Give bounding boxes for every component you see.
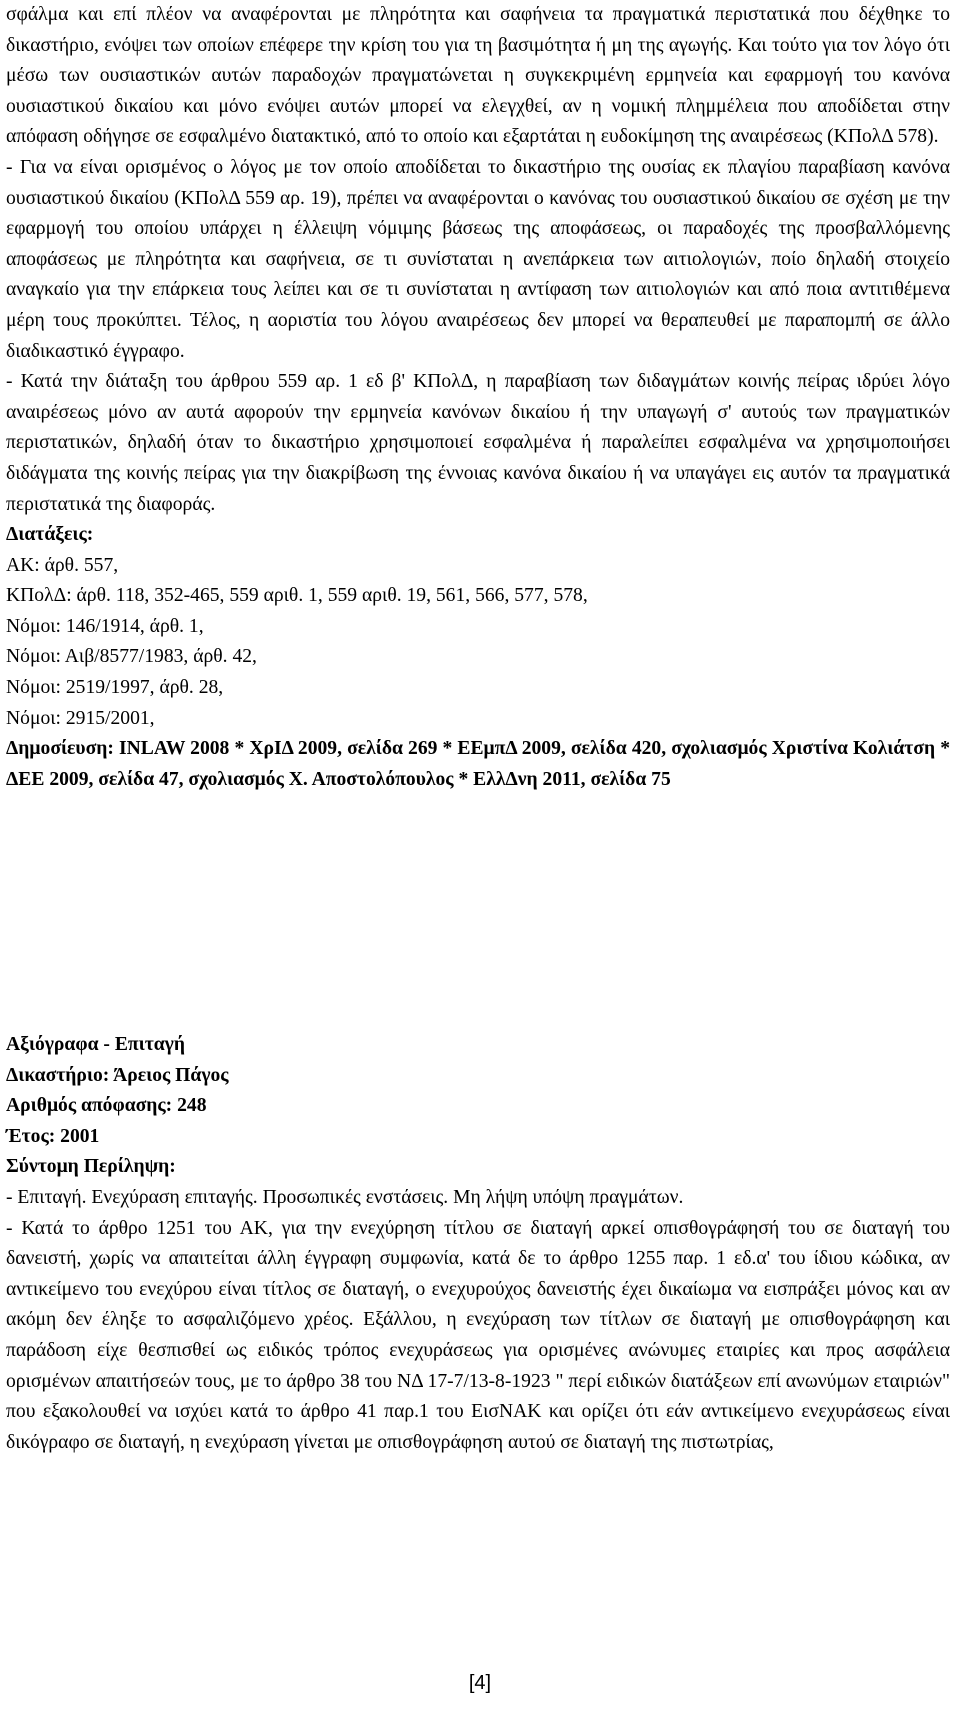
provision-line: Νόμοι: Αιβ/8577/1983, άρθ. 42, bbox=[6, 646, 257, 668]
provision-line: ΑΚ: άρθ. 557, bbox=[6, 554, 119, 576]
publication-info: Δημοσίευση: INLAW 2008 * ΧρΙΔ 2009, σελίδα 269 * ΕΕμπΔ 2009, σελίδα 420, σχολιασμός Χριστίνα Κολιάτση * ΔΕΕ 2009, σελίδα 47, σχολιασμός Χ. Αποστολόπουλος * ΕλλΔνη 2011, σελίδα 75 bbox=[6, 738, 950, 790]
case-decision-number: Αριθμός απόφασης: 248 bbox=[6, 1095, 207, 1117]
paragraph-common-experience: - Κατά την διάταξη του άρθρου 559 αρ. 1 εδ β' ΚΠολΔ, η παραβίαση των διδαγμάτων κοινής πείρας ιδρύει λόγο αναιρέσεως μόνο αν αυτά αφορούν την ερμηνεία κανόνων δικαίου ή την υπαγωγή σ' αυτούς των πραγματικών περιστατικών, δηλαδή όταν το δικαστήριο χρησιμοποιεί εσφαλμένα ή παραλείπει εσφαλμένα να χρησιμοποιήσει διδάγματα της κοινής πείρας για την διακρίβωση της έννοιας κανόνα δικαίου ή να υπαγάγει εις αυτόν τα πραγματικά περιστατικά της διαφοράς. bbox=[6, 371, 950, 515]
page-number: [4] bbox=[468, 1672, 492, 1694]
provision-line: Νόμοι: 2915/2001, bbox=[6, 707, 155, 729]
summary-keywords: - Επιταγή. Ενεχύραση επιταγής. Προσωπικές ενστάσεις. Μη λήψη υπόψη πραγμάτων. bbox=[6, 1186, 684, 1208]
provision-line: ΚΠολΔ: άρθ. 118, 352-465, 559 αριθ. 1, 559 αριθ. 19, 561, 566, 577, 578, bbox=[6, 585, 588, 607]
case-court: Δικαστήριο: Άρειος Πάγος bbox=[6, 1064, 229, 1086]
upper-text-section bbox=[6, 0, 950, 795]
summary-paragraph: - Κατά το άρθρο 1251 του ΑΚ, για την ενεχύρηση τίτλου σε διαταγή αρκεί οπισθογράφησή του σε διαταγή του δανειστή, χωρίς να απαιτείται άλλη έγγραφη συμφωνία, κατά δε το άρθρο 1255 παρ. 1 εδ.α' του ίδιου κώδικα, αν αντικείμενο του ενεχύρου είναι τίτλος σε διαταγή, ο ενεχυρούχος δανειστής έχει δικαίωμα να εισπράξει μόνος και αν ακόμη δεν έληξε το ασφαλιζόμενο χρέος. Εξάλλου, η ενεχύραση των τίτλων σε διαταγή με οπισθογράφηση και παράδοση είχε θεσπισθεί ως ειδικός τρόπος ενεχυράσεως για ορισμένες ανώνυμες εταιρίες και προς ασφάλεια ορισμένων απαιτήσεών τους, με το άρθρο 38 του ΝΔ 17-7/13-8-1923 " περί ειδικών διατάξεων επί ανωνύμων εταιριών" που εξακολουθεί να ισχύει κατά το άρθρο 41 παρ.1 του ΕισΝΑΚ και ορίζει ότι εάν αντικείμενο ενεχυράσεως είναι δικόγραφο σε διαταγή, η ενεχύραση γίνεται με οπισθογράφηση αυτού σε διαταγή της πιστωτρίας, bbox=[6, 1217, 950, 1453]
provision-line: Νόμοι: 146/1914, άρθ. 1, bbox=[6, 615, 204, 637]
paragraph-ground-definiteness: - Για να είναι ορισμένος ο λόγος με τον οποίο αποδίδεται το δικαστήριο της ουσίας εκ πλαγίου παραβίαση κανόνα ουσιαστικού δικαίου (ΚΠολΔ 559 αρ. 19), πρέπει να αναφέρονται ο κανόνας του ουσιαστικού δικαίου σε σχέση με την εφαρμογή του οποίου υπάρχει η έλλειψη νόμιμης βάσεως της αποφάσεως, οι παραδοχές της προσβαλλόμενης αποφάσεως με πληρότητα και σαφήνεια, σε τι συνίσταται η ανεπάρκεια των αιτιολογιών, ποίο δηλαδή στοιχείο αναγκαίο για την επάρκεια τους λείπει και σε τι συνίσταται η αντίφαση των αιτιολογιών και από ποια αντιτιθέμενα μέρη τους προκύπτει. Τέλος, η αοριστία του λόγου αναιρέσεως δεν μπορεί να θεραπευθεί με παραπομπή σε άλλο διαδικαστικό έγγραφο. bbox=[6, 156, 950, 362]
paragraph-legal-reasoning: σφάλμα και επί πλέον να αναφέρονται με πληρότητα και σαφήνεια τα πραγματικά περιστατικά που δέχθηκε το δικαστήριο, ενόψει των οποίων επέφερε την κρίση του για τη βασιμότητα ή μη της αγωγής. Και τούτο για τον λόγο ότι μέσω των ουσιαστικών αυτών παραδοχών πραγματώνεται η συγκεκριμένη ερμηνεία και εφαρμογή του κανόνα ουσιαστικού δικαίου και μόνο ενόψει αυτών μπορεί να ελεγχθεί, αν η νομική πλημμέλεια που αποδίδεται στην απόφαση οδήγησε σε εσφαλμένο διατακτικό, από το οποίο και εξαρτάται η ευδοκίμηση της αναιρέσεως (ΚΠολΔ 578). bbox=[6, 4, 950, 148]
provision-line: Νόμοι: 2519/1997, άρθ. 28, bbox=[6, 677, 224, 699]
case-title: Αξιόγραφα - Επιταγή bbox=[6, 1034, 185, 1055]
case-year: Έτος: 2001 bbox=[6, 1125, 100, 1147]
case-record-section bbox=[6, 1030, 950, 1458]
summary-heading: Σύντομη Περίληψη: bbox=[6, 1156, 176, 1178]
provisions-heading: Διατάξεις: bbox=[6, 524, 94, 546]
